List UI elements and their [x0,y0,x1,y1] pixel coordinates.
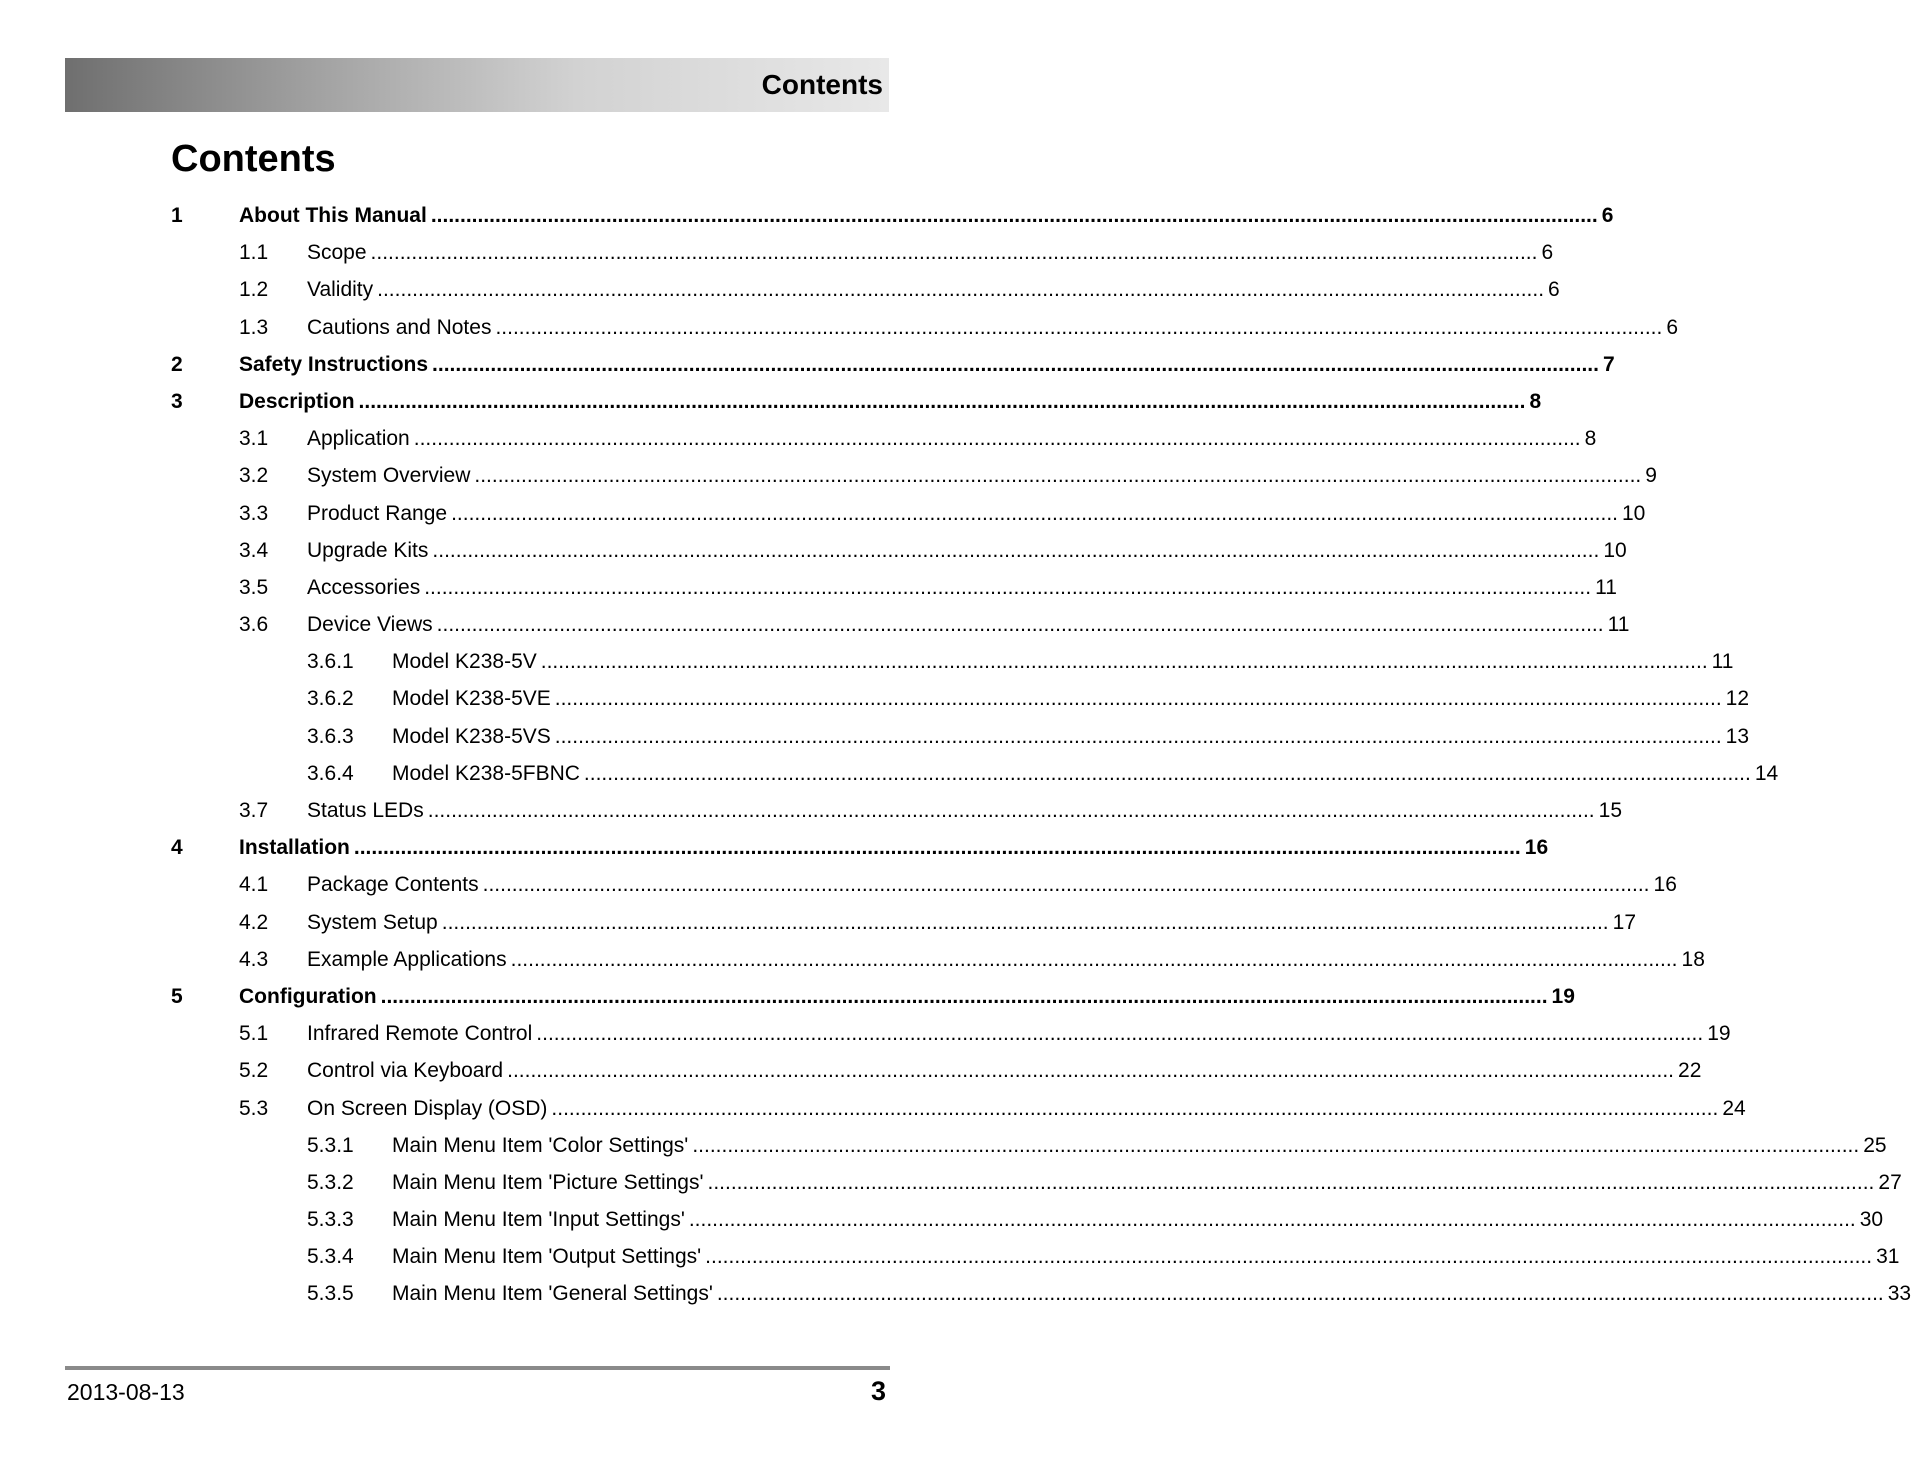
toc-entry-body [307,420,1597,457]
toc-entry[interactable] [0,495,1646,532]
toc-dot-leader: ........................................................................................................................................................................................................ [536,1022,1704,1046]
toc-entry-number: 5.3 [239,1096,269,1120]
toc-entry-title: System Setup [307,910,438,934]
toc-entry-page: 10 [1622,501,1646,525]
toc-entry[interactable] [0,718,1750,755]
toc-entry-page: 30 [1859,1208,1884,1232]
toc-entry-number: 1.3 [239,315,269,339]
toc-entry-title: Main Menu Item 'Color Settings' [392,1133,689,1157]
toc-entry-page: 13 [1725,724,1750,748]
toc-entry-page: 19 [1707,1022,1731,1046]
toc-entry[interactable] [0,1164,1902,1201]
toc-dot-leader: ........................................................................................................................................................................................................ [707,1170,1875,1194]
toc-entry-number: 2 [171,352,183,376]
toc-entry-number: 3.4 [239,538,269,562]
toc-dot-leader: ........................................................................................................................................................................................................ [413,427,1581,451]
toc-dot-leader: ........................................................................................................................................................................................................ [716,1282,1884,1306]
toc-dot-leader: ........................................................................................................................................................................................................ [380,984,1548,1008]
toc-entry-number: 3.3 [239,501,269,525]
toc-entry-page: 6 [1601,204,1614,227]
toc-entry-page: 16 [1524,836,1549,860]
toc-entry-number: 5.3.5 [307,1282,354,1306]
toc-entry-number: 3.5 [239,575,269,599]
toc-entry-number: 1 [171,204,183,227]
toc-dot-leader: ........................................................................................................................................................................................................ [688,1208,1856,1232]
toc-entry-number: 4.1 [239,873,269,897]
toc-entry-number: 3.7 [239,799,269,822]
toc-entry-title: Package Contents [307,873,479,897]
toc-entry[interactable] [0,1238,1900,1275]
toc-entry-page: 24 [1722,1096,1746,1120]
toc-entry-body [239,197,1614,234]
toc-entry[interactable] [0,1052,1702,1089]
toc-entry-number: 4.2 [239,910,269,934]
toc-entry[interactable] [0,309,1679,346]
toc-dot-leader: ........................................................................................................................................................................................................ [432,538,1600,562]
toc-entry-page: 15 [1598,799,1622,822]
toc-entry[interactable] [0,904,1636,941]
toc-entry-title: Device Views [307,613,433,637]
toc-entry-title: System Overview [307,464,471,488]
toc-entry-page: 27 [1878,1170,1902,1194]
toc-entry[interactable] [0,383,1542,420]
toc-entry-title: Scope [307,241,367,265]
toc-entry-page: 9 [1645,464,1657,488]
toc-entry-number: 5.3.4 [307,1245,354,1269]
toc-entry[interactable] [0,755,1779,792]
toc-entry-title: Example Applications [307,947,507,971]
toc-entry-body [307,457,1657,494]
toc-entry[interactable] [0,569,1617,606]
toc-entry[interactable] [0,829,1549,866]
toc-entry-body [307,1090,1746,1127]
toc-entry-title: Infrared Remote Control [307,1022,533,1046]
toc-entry-number: 3.1 [239,427,269,451]
toc-entry-body [307,234,1554,271]
toc-entry-number: 1.2 [239,278,269,302]
toc-entry-body [307,1052,1702,1089]
toc-entry-page: 10 [1603,538,1627,562]
toc-entry[interactable] [0,1127,1887,1164]
toc-entry-body [239,829,1549,866]
toc-entry-page: 11 [1595,575,1617,599]
toc-entry-title: Cautions and Notes [307,315,492,339]
toc-entry-number: 3.6.1 [307,650,354,674]
toc-entry[interactable] [0,978,1575,1015]
toc-dot-leader: ........................................................................................................................................................................................................ [427,799,1595,822]
toc-entry-page: 33 [1887,1282,1911,1306]
toc-entry-body [307,1015,1731,1052]
toc-entry[interactable] [0,420,1597,457]
footer-rule [65,1366,890,1370]
toc-entry-number: 4.3 [239,947,269,971]
toc-entry-body [239,346,1615,383]
toc-entry-body [392,680,1750,717]
toc-entry[interactable] [0,1015,1731,1052]
toc-entry-page: 6 [1541,241,1554,265]
toc-entry-number: 5 [171,984,183,1008]
toc-entry-page: 8 [1529,389,1542,413]
toc-entry-title: Product Range [307,501,448,525]
toc-entry-body [392,718,1750,755]
toc-entry-body [307,495,1646,532]
toc-entry-number: 5.3.3 [307,1208,354,1232]
toc-entry-number: 5.3.2 [307,1170,354,1194]
toc-entry-title: Control via Keyboard [307,1059,504,1083]
toc-entry-page: 12 [1725,687,1750,711]
toc-entry-number: 3.6.3 [307,724,354,748]
toc-dot-leader: ........................................................................................................................................................................................................ [583,761,1751,785]
toc-entry[interactable] [0,271,1560,308]
toc-entry[interactable] [0,532,1627,569]
toc-entry-title: Application [307,427,410,451]
toc-entry-title: Status LEDs [307,799,424,822]
toc-entry-title: Upgrade Kits [307,538,429,562]
toc-entry-number: 3.6.2 [307,687,354,711]
toc-entry-number: 5.3.1 [307,1133,354,1157]
toc-entry-page: 31 [1876,1245,1900,1269]
toc-dot-leader: ........................................................................................................................................................................................................ [554,724,1722,748]
toc-entry-body [239,978,1575,1015]
toc-dot-leader: ........................................................................................................................................................................................................ [705,1245,1873,1269]
toc-entry-page: 17 [1612,910,1636,934]
toc-entry-title: On Screen Display (OSD) [307,1096,548,1120]
toc-entry[interactable] [0,1275,1911,1312]
toc-entry[interactable] [0,643,1734,680]
toc-entry-page: 16 [1653,873,1677,897]
toc-entry-title: Model K238-5VS [392,724,551,748]
toc-entry-body [392,755,1779,792]
toc-entry-number: 3 [171,389,183,413]
toc-entry-page: 18 [1681,947,1705,971]
toc-entry-body [307,941,1705,978]
toc-entry[interactable] [0,1090,1746,1127]
toc-entry-body [307,271,1560,308]
toc-entry-title: Validity [307,278,374,302]
toc-entry-title: Model K238-5FBNC [392,761,580,785]
toc-entry-body [307,904,1636,941]
toc-dot-leader: ........................................................................................................................................................................................................ [370,241,1538,265]
toc-entry-number: 3.6.4 [307,761,354,785]
toc-dot-leader: ........................................................................................................................................................................................................ [432,352,1599,376]
toc-entry-body [392,1164,1902,1201]
toc-entry-body [307,309,1679,346]
toc-entry[interactable] [0,346,1615,383]
toc-entry-page: 8 [1584,427,1597,451]
toc-dot-leader: ........................................................................................................................................................................................................ [495,315,1663,339]
toc-dot-leader: ........................................................................................................................................................................................................ [441,910,1609,934]
toc-entry[interactable] [0,866,1677,903]
toc-entry-page: 11 [1711,650,1734,674]
toc-entry-number: 3.2 [239,464,269,488]
header-bar [65,58,889,112]
toc-dot-leader: ........................................................................................................................................................................................................ [540,650,1708,674]
toc-dot-leader: ........................................................................................................................................................................................................ [353,836,1521,860]
toc-entry-title: Model K238-5VE [392,687,551,711]
toc-dot-leader: ........................................................................................................................................................................................................ [482,873,1650,897]
toc-entry-body [307,866,1677,903]
toc-dot-leader: ........................................................................................................................................................................................................ [554,687,1722,711]
toc-dot-leader: ........................................................................................................................................................................................................ [377,278,1545,302]
toc-entry-title: Configuration [239,984,377,1008]
toc-dot-leader: ........................................................................................................................................................................................................ [507,1059,1675,1083]
toc-entry-title: Installation [239,836,350,860]
toc-entry-body [307,792,1622,829]
toc-entry-title: Main Menu Item 'Picture Settings' [392,1170,704,1194]
table-of-contents [0,197,1911,1313]
toc-entry-body [392,1127,1887,1164]
toc-entry-title: Main Menu Item 'Input Settings' [392,1208,685,1232]
toc-entry[interactable] [0,941,1705,978]
toc-entry[interactable] [0,457,1657,494]
toc-entry-number: 5.2 [239,1059,269,1083]
toc-dot-leader: ........................................................................................................................................................................................................ [692,1133,1860,1157]
toc-entry-number: 5.1 [239,1022,269,1046]
toc-entry-title: Safety Instructions [239,352,429,376]
toc-entry-body [392,643,1734,680]
toc-entry[interactable] [0,234,1554,271]
toc-entry-page: 19 [1551,984,1575,1008]
page-title: Contents [171,138,336,180]
toc-entry[interactable] [0,197,1614,234]
toc-entry-page: 6 [1548,278,1560,302]
toc-entry-body [239,383,1542,420]
toc-dot-leader: ........................................................................................................................................................................................................ [551,1096,1719,1120]
toc-entry-title: About This Manual [239,204,427,227]
toc-entry-page: 25 [1863,1133,1887,1157]
toc-entry-title: Accessories [307,575,421,599]
toc-dot-leader: ........................................................................................................................................................................................................ [474,464,1642,488]
toc-dot-leader: ........................................................................................................................................................................................................ [358,389,1526,413]
toc-entry-title: Main Menu Item 'General Settings' [392,1282,713,1306]
toc-dot-leader: ........................................................................................................................................................................................................ [436,613,1604,637]
toc-entry-number: 4 [171,836,183,860]
toc-entry-number: 3.6 [239,613,269,637]
toc-entry-page: 14 [1754,761,1779,785]
toc-entry-body [307,569,1617,606]
toc-entry[interactable] [0,680,1750,717]
toc-entry-page: 7 [1602,352,1615,376]
toc-entry-body [392,1201,1884,1238]
toc-entry-title: Main Menu Item 'Output Settings' [392,1245,702,1269]
header-title: Contents [761,69,883,100]
toc-entry[interactable] [0,792,1622,829]
footer-page-number: 3 [870,1376,886,1406]
footer-date: 2013-08-13 [67,1379,185,1405]
toc-entry-body [392,1238,1900,1275]
toc-entry-page: 22 [1678,1059,1702,1083]
toc-entry-body [307,606,1630,643]
toc-dot-leader: ........................................................................................................................................................................................................ [510,947,1678,971]
toc-dot-leader: ........................................................................................................................................................................................................ [451,501,1618,525]
toc-dot-leader: ........................................................................................................................................................................................................ [424,575,1592,599]
toc-dot-leader: ........................................................................................................................................................................................................ [430,204,1598,227]
toc-entry[interactable] [0,1201,1884,1238]
toc-entry-body [392,1275,1911,1312]
toc-entry-title: Model K238-5V [392,650,537,674]
toc-entry-body [307,532,1627,569]
toc-entry-title: Description [239,389,355,413]
toc-entry-number: 1.1 [239,241,269,265]
toc-entry-page: 6 [1666,315,1679,339]
toc-entry[interactable] [0,606,1630,643]
toc-entry-page: 11 [1607,613,1630,637]
